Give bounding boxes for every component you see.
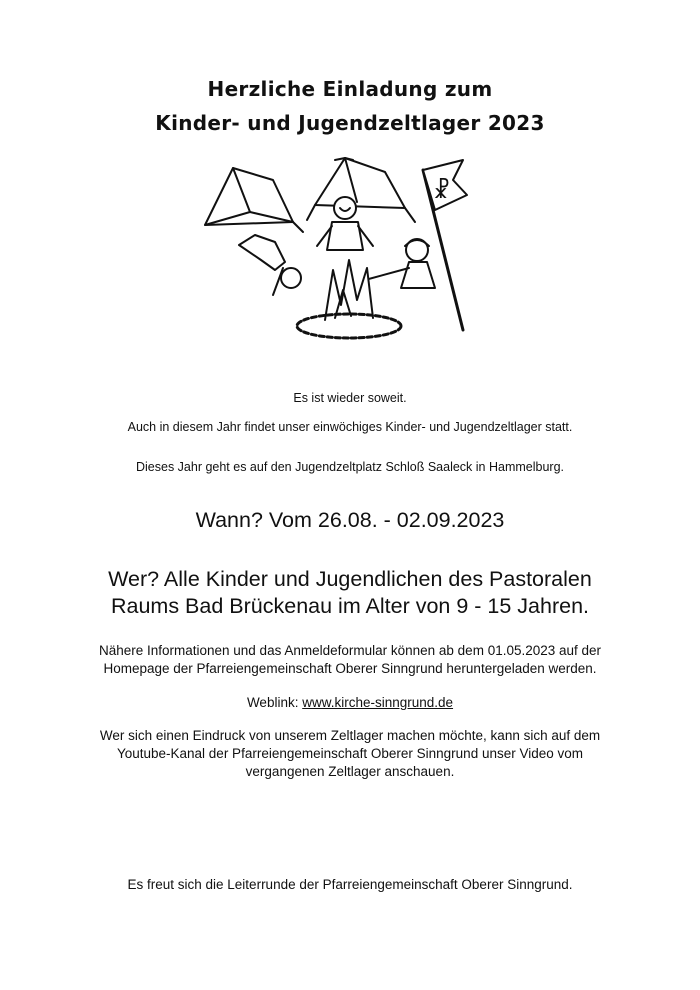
info-line-2: Homepage der Pfarreiengemeinschaft Oberer Sinngrund heruntergeladen werden. <box>103 661 597 676</box>
youtube-line-1: Wer sich einen Eindruck von unserem Zeltlager machen möchte, kann sich auf dem <box>99 728 601 743</box>
who-line-1: Wer? Alle Kinder und Jugendlichen des Pastoralen <box>108 567 592 591</box>
who-line-2: Raums Bad Brückenau im Alter von 9 - 15 Jahren. <box>110 594 590 618</box>
intro-line-2: Auch in diesem Jahr findet unser einwöchiges Kinder- und Jugendzeltlager statt. <box>127 420 573 434</box>
when-heading: Wann? Vom 26.08. - 02.09.2023 <box>195 508 505 532</box>
weblink-row <box>0 694 700 712</box>
youtube-line-3: vergangenen Zeltlager anschauen. <box>245 764 455 779</box>
tent-camp-illustration-icon <box>195 150 485 350</box>
weblink-link[interactable]: www.kirche-sinngrund.de <box>302 695 454 710</box>
svg-text:☧: ☧ <box>433 179 451 204</box>
title-line-2: Kinder- und Jugendzeltlager 2023 <box>155 111 545 135</box>
intro-line-3: Dieses Jahr geht es auf den Jugendzeltplatz Schloß Saaleck in Hammelburg. <box>135 460 564 474</box>
weblink-label: Weblink: <box>246 695 303 710</box>
info-line-1: Nähere Informationen und das Anmeldeformular können ab dem 01.05.2023 auf der <box>98 643 602 658</box>
intro-line-1: Es ist wieder soweit. <box>293 391 407 405</box>
title-line-1: Herzliche Einladung zum <box>207 77 493 101</box>
page-title <box>0 72 700 140</box>
closing-line: Es freut sich die Leiterrunde der Pfarreiengemeinschaft Oberer Sinngrund. <box>127 877 573 892</box>
youtube-line-2: Youtube-Kanal der Pfarreiengemeinschaft Oberer Sinngrund unser Video vom <box>116 746 584 761</box>
